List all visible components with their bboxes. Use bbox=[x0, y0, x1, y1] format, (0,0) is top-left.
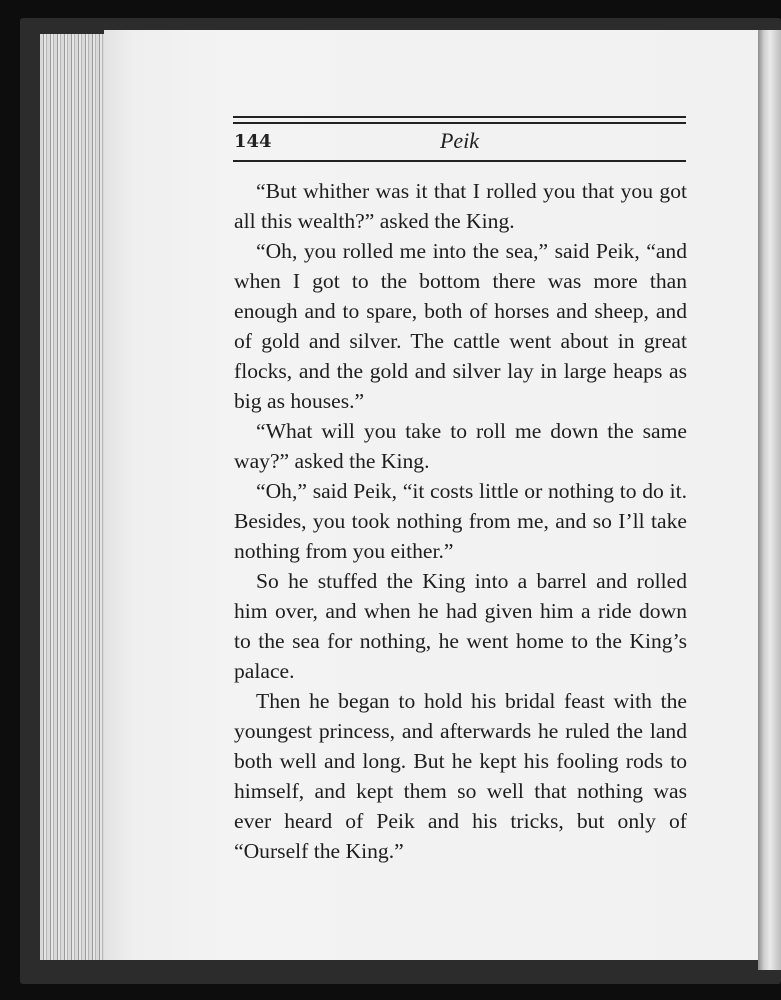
body-text bbox=[234, 176, 687, 866]
paragraph: “But whither was it that I rolled you that you got all this wealth?” asked the King. bbox=[234, 179, 687, 233]
paragraph: Then he began to hold his bridal feast with the youngest princess, and afterwards he ruled the land both well and long. But he kept his fooling rods to himself, and kept them so well that nothing was ever heard of Peik and his tricks, but only of “Ourself the King.” bbox=[234, 689, 687, 863]
header-rule-bottom bbox=[233, 160, 686, 162]
paragraph: “What will you take to roll me down the same way?” asked the King. bbox=[234, 419, 687, 473]
running-title: Peik bbox=[439, 128, 480, 153]
book-gutter bbox=[758, 30, 781, 970]
page-number: 144 bbox=[234, 131, 272, 152]
header-rule-top bbox=[233, 116, 686, 118]
paragraph: “Oh, you rolled me into the sea,” said Peik, “and when I got to the bottom there was more than enough and to spare, both of horses and sheep, and of gold and silver. The cattle went about in great flocks, and the gold and silver lay in large heaps as big as houses.” bbox=[234, 239, 687, 413]
header-rule-top-second bbox=[233, 122, 686, 124]
paragraph: “Oh,” said Peik, “it costs little or nothing to do it. Besides, you took nothing from me, and so I’ll take nothing from you either.” bbox=[234, 479, 687, 563]
page-edges bbox=[40, 34, 112, 960]
page-header bbox=[233, 116, 686, 164]
paragraph: So he stuffed the King into a barrel and rolled him over, and when he had given him a ride down to the sea for nothing, he went home to the King’s palace. bbox=[234, 569, 687, 683]
